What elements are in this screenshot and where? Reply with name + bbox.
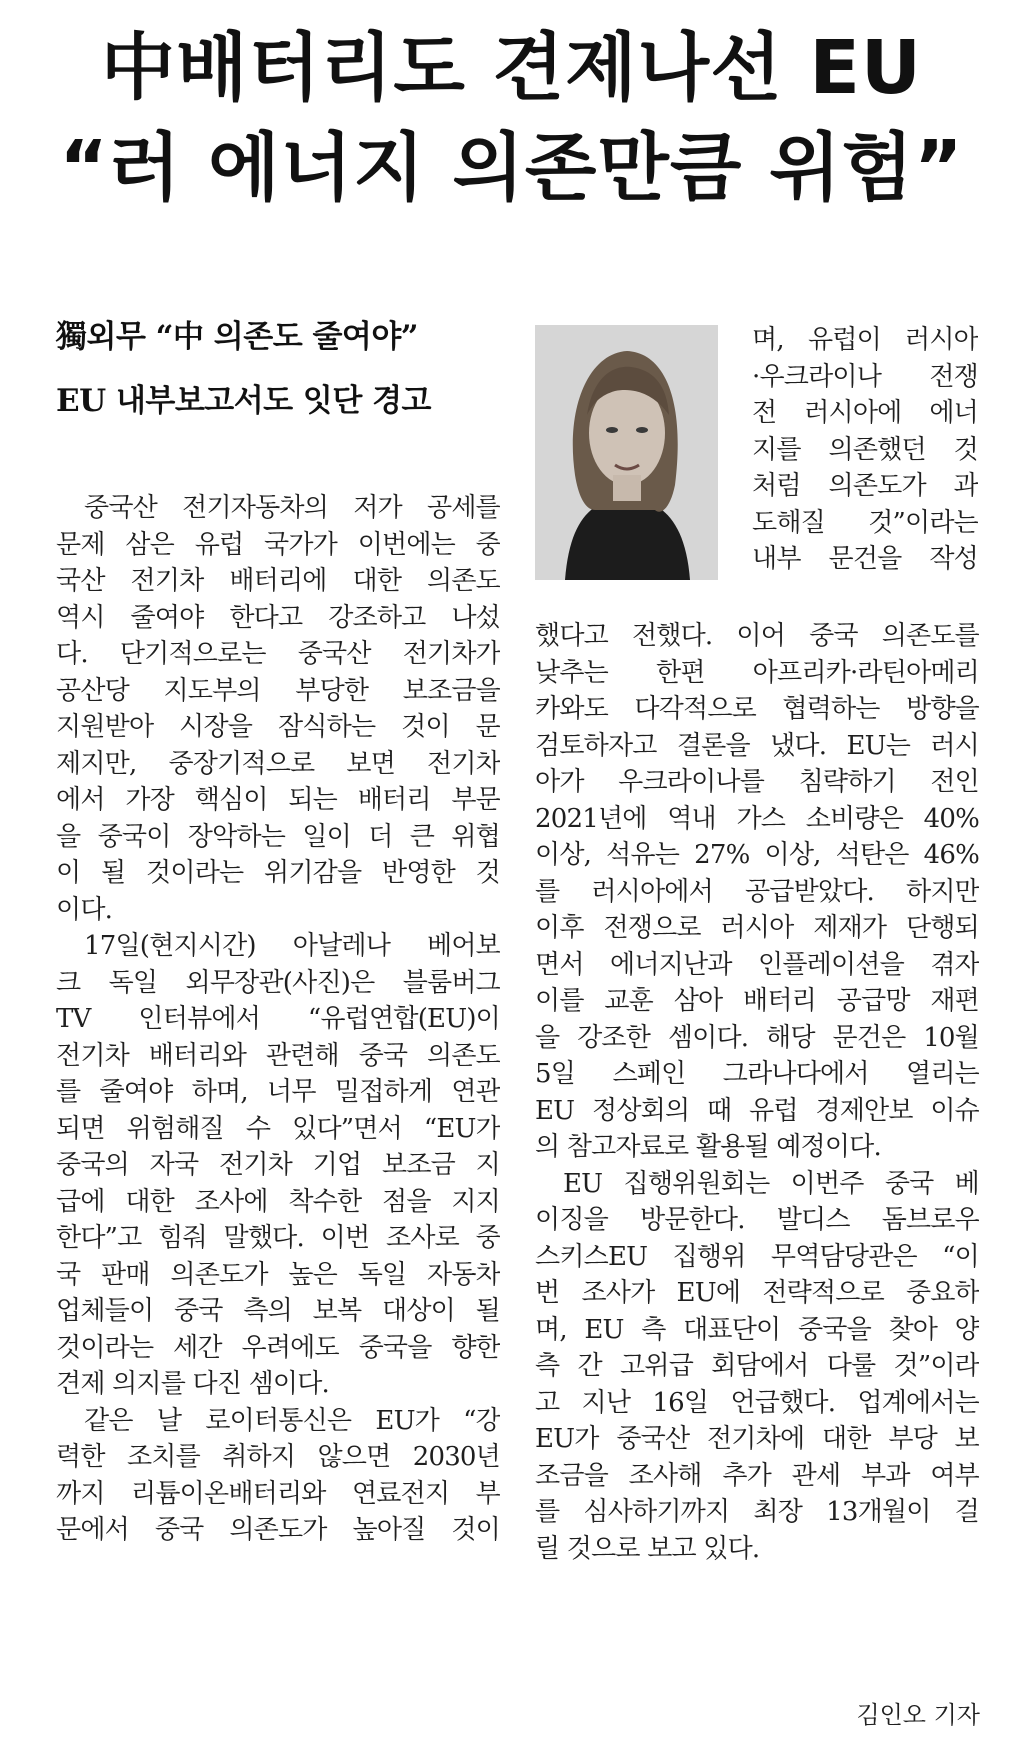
body-text-line: 되면 위험해질 수 있다”면서 “EU가 — [56, 1113, 500, 1144]
body-text-line: 국 판매 의존도가 높은 독일 자동차 — [56, 1259, 500, 1290]
body-text-line: 의 참고자료로 활용될 예정이다. — [535, 1132, 881, 1162]
body-text-line: 같은 날 로이터통신은 EU가 “강 — [84, 1405, 500, 1436]
body-text-line: 을 중국이 장악하는 일이 더 큰 위협 — [56, 821, 500, 852]
body-text-line: 이상, 석유는 27% 이상, 석탄은 46% — [535, 840, 979, 870]
body-text-line: 아가 우크라이나를 침략하기 전인 — [535, 767, 979, 797]
body-text-line: 문제 삼은 유럽 국가가 이번에는 중 — [56, 529, 500, 560]
article-body-right-column — [535, 618, 979, 1567]
body-text-line: TV 인터뷰에서 “유럽연합(EU)이 — [56, 1004, 500, 1034]
body-text-line: 측 간 고위급 회담에서 다룰 것”이라 — [535, 1351, 979, 1381]
body-text-line: ·우크라이나 전쟁 — [752, 361, 978, 392]
subheadline-line-2: EU 내부보고서도 잇단 경고 — [56, 383, 431, 419]
body-text-line: 중국산 전기자동차의 저가 공세를 — [84, 493, 500, 523]
body-text-line: 도해질 것”이라는 — [752, 507, 978, 538]
body-text-line: EU가 중국산 전기차에 대한 부당 보 — [535, 1424, 979, 1454]
body-text-line: 고 지난 16일 언급했다. 업계에서는 — [535, 1387, 979, 1418]
body-text-line: 전 러시아에 에너 — [752, 398, 978, 428]
headline-line-2: “러 에너지 의존만큼 위험” — [59, 125, 964, 211]
body-text-line: 면서 에너지난과 인플레이션을 겪자 — [535, 949, 979, 980]
body-text-line: 를 심사하기까지 최장 13개월이 걸 — [535, 1497, 979, 1527]
body-text-line: 견제 의지를 다진 셈이다. — [56, 1369, 330, 1399]
body-text-line: 국산 전기차 배터리에 대한 의존도 — [56, 566, 500, 596]
body-text-line: 지를 의존했던 것 — [752, 434, 978, 465]
body-text-line: 까지 리튬이온배터리와 연료전지 부 — [56, 1478, 500, 1509]
portrait-photo-icon — [535, 325, 718, 580]
body-text-line: 처럼 의존도가 과 — [752, 471, 978, 501]
body-text-line: 이징을 방문한다. 발디스 돔브로우 — [535, 1205, 979, 1235]
body-text-line: 릴 것으로 보고 있다. — [535, 1533, 760, 1564]
body-text-line: 번 조사가 EU에 전략적으로 중요하 — [535, 1278, 979, 1308]
article-body-right-top — [752, 322, 978, 578]
body-text-line: 조금을 조사해 추가 관세 부과 여부 — [535, 1460, 979, 1491]
body-text-line: 다. 단기적으로는 중국산 전기차가 — [56, 639, 500, 669]
body-text-line: 문에서 중국 의존도가 높아질 것이 — [56, 1515, 500, 1545]
body-text-line: 낮추는 한편 아프리카·라틴아메리 — [535, 657, 979, 688]
body-text-line: 이 될 것이라는 위기감을 반영한 것 — [56, 858, 500, 888]
body-text-line: 업체들이 중국 측의 보복 대상이 될 — [56, 1296, 500, 1326]
article-body-left-column — [56, 490, 500, 1549]
body-text-line: 를 러시아에서 공급받았다. 하지만 — [535, 876, 979, 907]
body-text-line: EU 정상회의 때 유럽 경제안보 이슈 — [535, 1095, 979, 1126]
body-text-line: 에서 가장 핵심이 되는 배터리 부문 — [56, 785, 500, 815]
body-text-line: 카와도 다각적으로 협력하는 방향을 — [535, 694, 979, 724]
body-text-line: 크 독일 외무장관(사진)은 블룸버그 — [56, 967, 500, 998]
body-text-line: 것이라는 세간 우려에도 중국을 향한 — [56, 1332, 500, 1363]
body-text-line: 력한 조치를 취하지 않으면 2030년 — [56, 1442, 500, 1472]
body-text-line: 17일(현지시간) 아날레나 베어보 — [84, 931, 500, 961]
body-text-line: 공산당 지도부의 부당한 보조금을 — [56, 675, 500, 706]
body-text-line: 했다고 전했다. 이어 중국 의존도를 — [535, 621, 979, 651]
headline-line-1: 中배터리도 견제나선 EU — [100, 25, 923, 111]
body-text-line: 지원받아 시장을 잠식하는 것이 문 — [56, 712, 500, 742]
body-text-line: 이후 전쟁으로 러시아 제재가 단행되 — [535, 913, 979, 943]
body-text-line: 급에 대한 조사에 착수한 점을 지지 — [56, 1186, 500, 1217]
body-text-line: 며, EU 측 대표단이 중국을 찾아 양 — [535, 1314, 979, 1345]
body-text-line: 스키스EU 집행위 무역담당관은 “이 — [535, 1241, 979, 1272]
subheadline-line-1: 獨외무 “中 의존도 줄여야” — [56, 319, 419, 355]
body-text-line: 며, 유럽이 러시아 — [752, 325, 978, 355]
body-text-line: 역시 줄여야 한다고 강조하고 나섰 — [56, 602, 500, 633]
body-text-line: 검토하자고 결론을 냈다. EU는 러시 — [535, 730, 979, 761]
body-text-line: 중국의 자국 전기차 기업 보조금 지 — [56, 1150, 500, 1180]
body-text-line: 2021년에 역내 가스 소비량은 40% — [535, 803, 979, 834]
byline: 김인오 기자 — [856, 1701, 980, 1729]
body-text-line: 한다”고 힘줘 말했다. 이번 조사로 중 — [56, 1223, 500, 1253]
body-text-line: 를 줄여야 하며, 너무 밀접하게 연관 — [56, 1077, 500, 1107]
body-text-line: EU 집행위원회는 이번주 중국 베 — [563, 1168, 979, 1199]
body-text-line: 이다. — [56, 894, 113, 925]
body-text-line: 을 강조한 셈이다. 해당 문건은 10월 — [535, 1022, 979, 1053]
body-text-line: 5일 스페인 그라나다에서 열리는 — [535, 1059, 979, 1089]
body-text-line: 내부 문건을 작성 — [752, 544, 978, 574]
body-text-line: 제지만, 중장기적으로 보면 전기차 — [56, 748, 500, 779]
body-text-line: 이를 교훈 삼아 배터리 공급망 재편 — [535, 986, 979, 1016]
body-text-line: 전기차 배터리와 관련해 중국 의존도 — [56, 1040, 500, 1071]
